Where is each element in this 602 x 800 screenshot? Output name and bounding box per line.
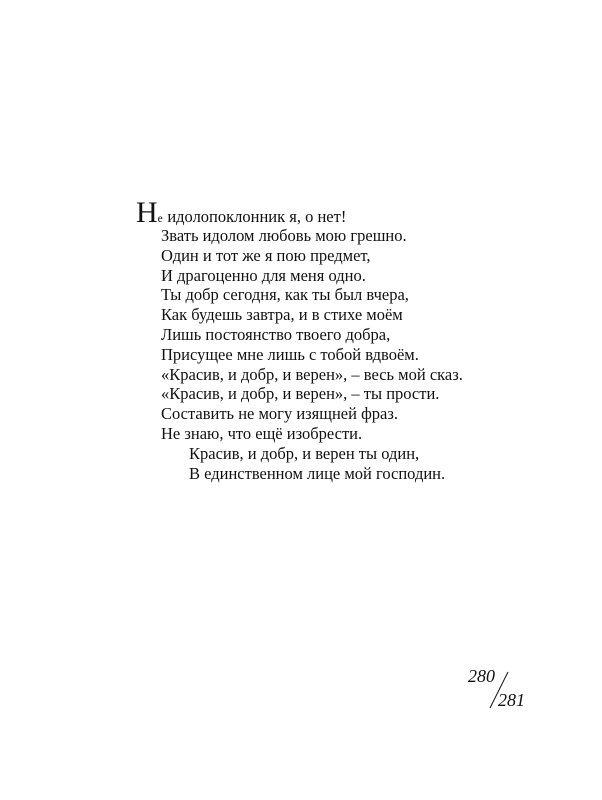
poem-line: Присущее мне лишь с тобой вдвоём. [161,344,419,364]
couplet-line: В единственном лице мой господин. [189,463,446,483]
poem-line: Составить не могу изящней фраз. [161,404,398,424]
poem-line: Как будешь завтра, и в стихе моём [161,305,403,325]
drop-cap: Н [136,196,158,229]
poem-line: «Красив, и добр, и верен», – ты прости. [161,384,440,404]
first-line-rest: идолопоклонник я, о нет! [163,207,347,226]
poem-line: Один и тот же я пою предмет, [161,245,371,265]
poem-line: Ты добр сегодня, как ты был вчера, [161,285,409,305]
poem-line: Звать идолом любовь мою грешно. [161,226,407,245]
poem [136,196,556,483]
right-page-number: 281 [498,690,525,710]
couplet-line: Красив, и добр, и верен ты один, [189,443,420,463]
poem-line: И драгоценно для меня одно. [161,265,366,285]
poem-line: «Красив, и добр, и верен», – весь мой сказ. [161,364,463,384]
poem-line: Лишь постоянство твоего добра, [161,324,391,344]
page-folio [462,664,542,714]
poem-first-line [136,196,556,229]
left-page-number: 280 [468,666,495,686]
poem-line: Не знаю, что ещё изобрести. [161,423,363,443]
first-word-small-caps: е [157,213,164,225]
